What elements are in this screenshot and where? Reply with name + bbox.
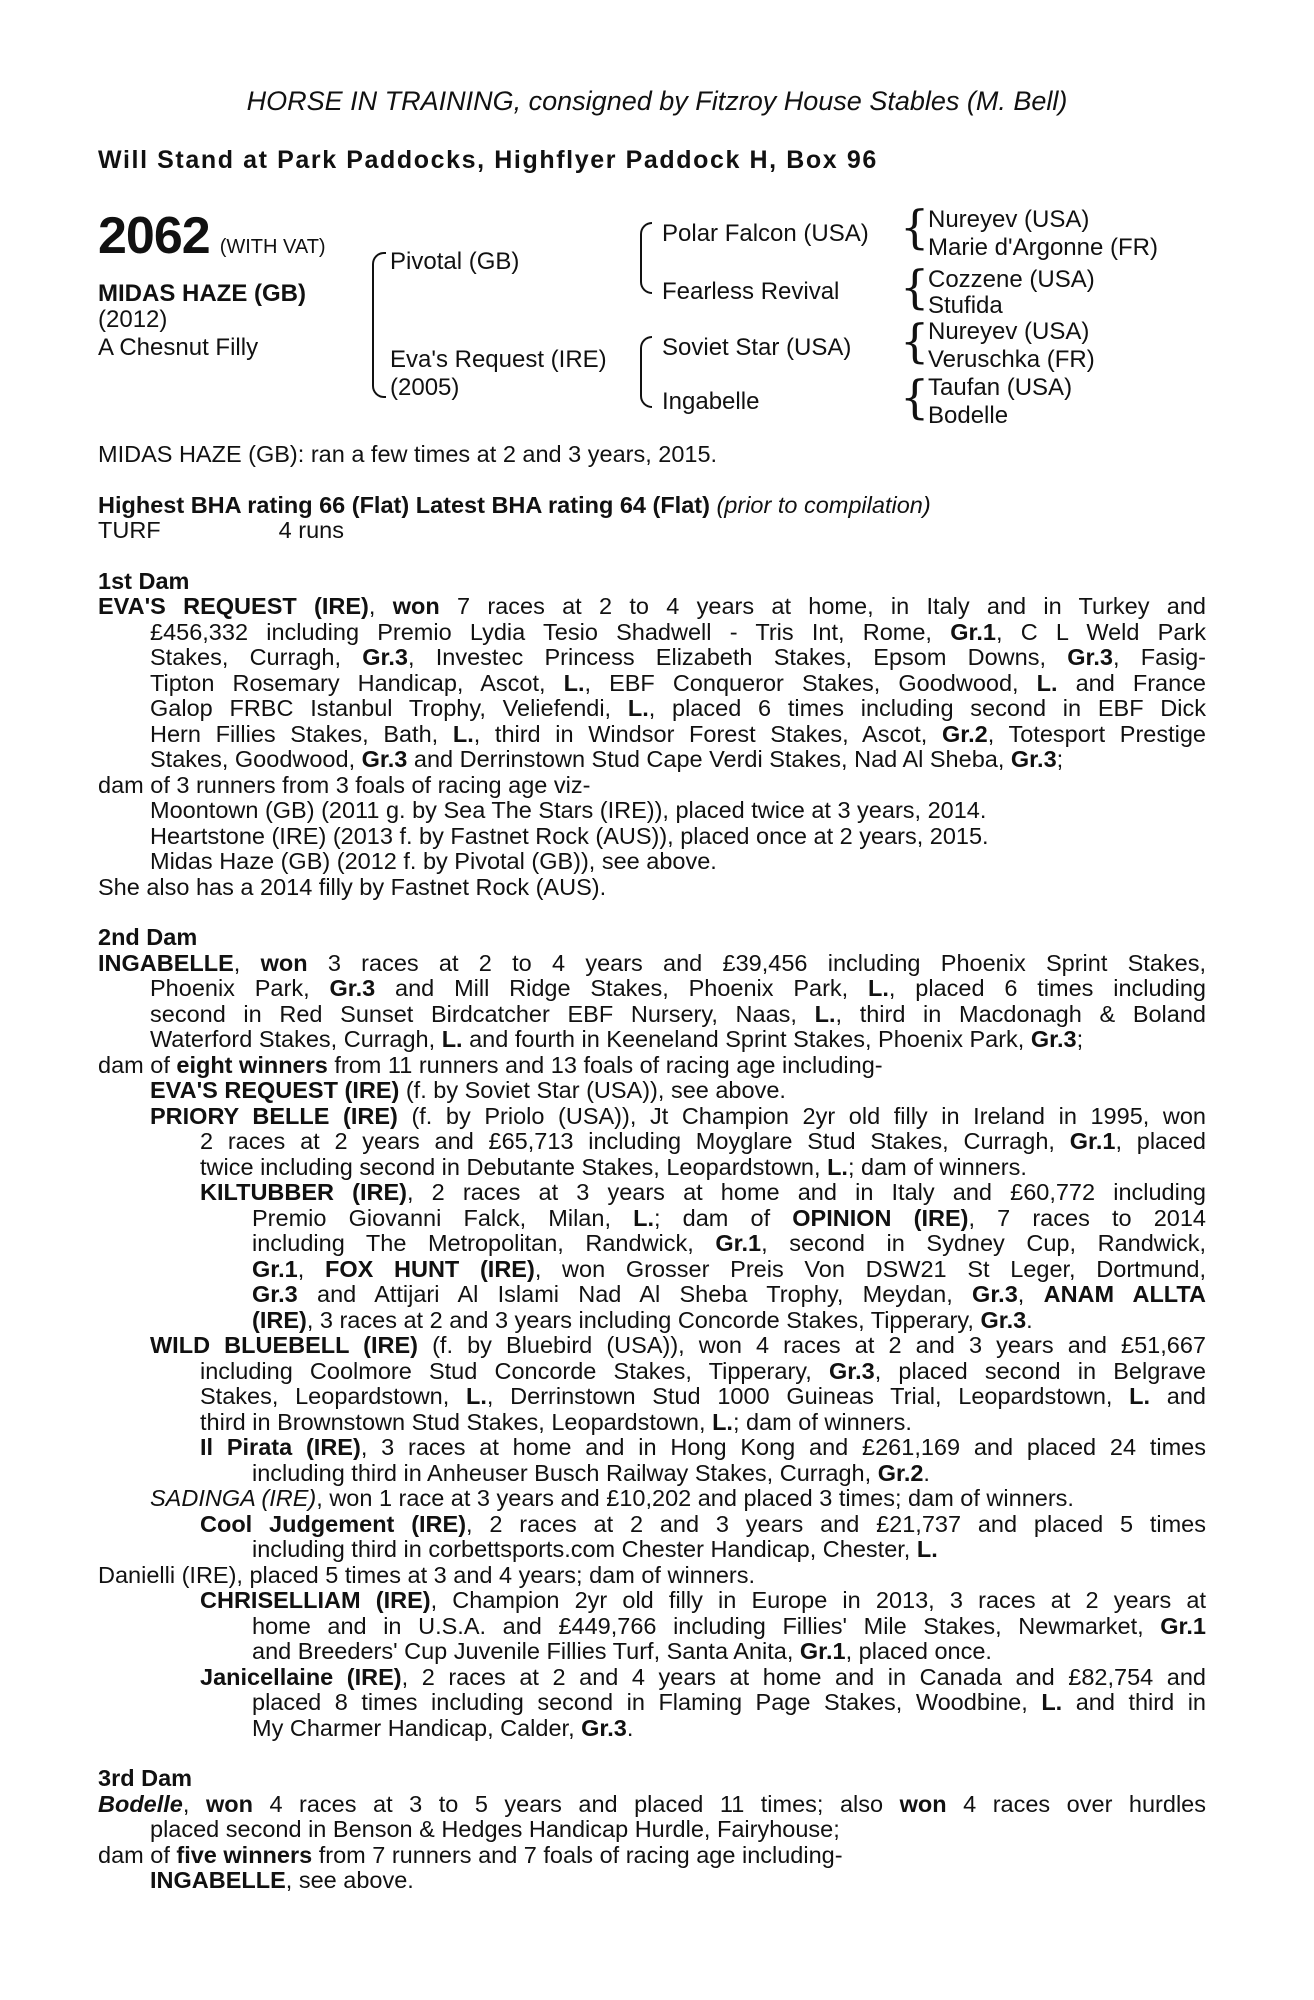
dam-line: Hern Fillies Stakes, Bath, L., third in Windsor Forest Stakes, Ascot, Gr.2, Totesport Prestige [150, 720, 1206, 747]
dam-line: dam of eight winners from 11 runners and 13 foals of racing age including- [98, 1051, 883, 1078]
pedigree-dam-sire: Soviet Star (USA) [662, 334, 852, 361]
produce-line: Il Pirata (IRE), 3 races at home and in Hong Kong and £261,169 and placed 24 times [200, 1434, 1206, 1460]
sire-parents-bracket [640, 222, 652, 294]
dam-line: Waterford Stakes, Curragh, L. and fourth in Keeneland Sprint Stakes, Phoenix Park, Gr.3; [150, 1026, 1084, 1052]
brace: { [900, 260, 930, 314]
pedigree-dam-dam: Ingabelle [662, 388, 760, 415]
third-dam-heading: 3rd Dam [98, 1765, 193, 1791]
produce-line: Midas Haze (GB) (2012 f. by Pivotal (GB)), see above. [150, 848, 717, 874]
produce-line: home and in U.S.A. and £449,766 including Fillies' Mile Stakes, Newmarket, Gr.1 [252, 1612, 1206, 1639]
dam-line: Galop FRBC Istanbul Trophy, Veliefendi, L., placed 6 times including second in EBF Dick [150, 695, 1206, 721]
horse-description: A Chesnut Filly [98, 334, 259, 361]
produce-line: Janicellaine (IRE), 2 races at 2 and 4 years at home and in Canada and £82,754 and [200, 1663, 1206, 1690]
surface: TURF [98, 517, 161, 543]
produce-line: 2 races at 2 years and £65,713 including Moyglare Stud Stakes, Curragh, Gr.1, placed [200, 1128, 1206, 1154]
dam-line: Bodelle, won 4 races at 3 to 5 years and placed 11 times; also won 4 races over hurdles [98, 1790, 1206, 1817]
pedigree-ggp: Bodelle [928, 402, 1009, 429]
pedigree-ggp: Taufan (USA) [928, 374, 1073, 401]
pedigree-ggp: Marie d'Argonne (FR) [928, 234, 1158, 261]
dam-line: Stakes, Curragh, Gr.3, Investec Princess Elizabeth Stakes, Epsom Downs, Gr.3, Fasig- [150, 644, 1207, 670]
produce-line: Premio Giovanni Falck, Milan, L.; dam of OPINION (IRE), 7 races to 2014 [252, 1204, 1206, 1231]
pedigree-ggp: Stufida [928, 292, 1003, 319]
pedigree-ggp: Veruschka (FR) [928, 346, 1095, 373]
pedigree-sire: Pivotal (GB) [390, 248, 520, 275]
pedigree-ggp: Nureyev (USA) [928, 206, 1090, 233]
dam-line: Tipton Rosemary Handicap, Ascot, L., EBF Conqueror Stakes, Goodwood, L. and France [150, 669, 1206, 696]
produce-line: KILTUBBER (IRE), 2 races at 3 years at home and in Italy and £60,772 including [200, 1179, 1206, 1205]
produce-line: Moontown (GB) (2011 g. by Sea The Stars (IRE)), placed twice at 3 years, 2014. [150, 797, 987, 823]
produce-line: Gr.3 and Attijari Al Islami Nad Al Sheba Trophy, Meydan, Gr.3, ANAM ALLTA [252, 1281, 1206, 1307]
pedigree-ggp: Cozzene (USA) [928, 266, 1095, 293]
produce-line: CHRISELLIAM (IRE), Champion 2yr old filly in Europe in 2013, 3 races at 2 years at [200, 1587, 1206, 1613]
produce-line: placed 8 times including second in Flaming Page Stakes, Woodbine, L. and third in [252, 1689, 1206, 1715]
pedigree-dam-year: (2005) [390, 374, 460, 401]
produce-line: (IRE), 3 races at 2 and 3 years including Concorde Stakes, Tipperary, Gr.3. [252, 1306, 1033, 1333]
dam-line: INGABELLE, won 3 races at 2 to 4 years and £39,456 including Phoenix Sprint Stakes, [98, 949, 1206, 976]
pedigree-sire-dam: Fearless Revival [662, 278, 840, 305]
produce-line: WILD BLUEBELL (IRE) (f. by Bluebird (USA)), won 4 races at 2 and 3 years and £51,667 [150, 1332, 1206, 1358]
ratings-line [98, 493, 1206, 519]
lot-number-value: 2062 [98, 207, 210, 265]
dam-line: Phoenix Park, Gr.3 and Mill Ridge Stakes, Phoenix Park, L., placed 6 times including [150, 975, 1206, 1001]
dam-line: EVA'S REQUEST (IRE), won 7 races at 2 to 4 years at home, in Italy and in Turkey and [98, 593, 1206, 619]
catalogue-body [98, 442, 1206, 1894]
dam-line: second in Red Sunset Birdcatcher EBF Nursery, Naas, L., third in Macdonagh & Boland [150, 1000, 1206, 1027]
produce-line: SADINGA (IRE), won 1 race at 3 years and £10,202 and placed 3 times; dam of winners. [150, 1485, 1074, 1511]
produce-line: Stakes, Leopardstown, L., Derrinstown Stud 1000 Guineas Trial, Leopardstown, L. and [200, 1383, 1206, 1409]
pedigree-ggp: Nureyev (USA) [928, 318, 1090, 345]
brace: { [900, 370, 930, 424]
produce-line: Cool Judgement (IRE), 2 races at 2 and 3 years and £21,737 and placed 5 times [200, 1510, 1206, 1537]
produce-line: INGABELLE, see above. [150, 1867, 414, 1893]
dam-line: Stakes, Goodwood, Gr.3 and Derrinstown Stud Cape Verdi Stakes, Nad Al Sheba, Gr.3; [150, 746, 1064, 772]
dam-parents-bracket [640, 336, 652, 408]
stable-location: Will Stand at Park Paddocks, Highflyer Paddock H, Box 96 [98, 146, 878, 174]
lot-number [98, 206, 326, 266]
first-dam-heading: 1st Dam [98, 567, 190, 594]
second-dam-heading: 2nd Dam [98, 924, 198, 950]
pedigree-sire-sire: Polar Falcon (USA) [662, 220, 869, 247]
dam-line: dam of five winners from 7 runners and 7 foals of racing age including- [98, 1841, 843, 1868]
produce-line: including third in corbettsports.com Chester Handicap, Chester, L. [252, 1536, 938, 1562]
produce-line: including The Metropolitan, Randwick, Gr.1, second in Sydney Cup, Randwick, [252, 1230, 1206, 1256]
brace: { [900, 200, 930, 254]
produce-line: including Coolmore Stud Concorde Stakes, Tipperary, Gr.3, placed second in Belgrave [200, 1357, 1206, 1384]
produce-line: My Charmer Handicap, Calder, Gr.3. [252, 1714, 634, 1741]
pedigree-dam: Eva's Request (IRE) [390, 346, 607, 373]
dam-line: £456,332 including Premio Lydia Tesio Shadwell - Tris Int, Rome, Gr.1, C L Weld Park [150, 618, 1206, 645]
turf-record [98, 518, 1206, 544]
brace: { [900, 314, 930, 368]
dam-line: dam of 3 runners from 3 foals of racing age viz- [98, 771, 591, 798]
dam-line: placed second in Benson & Hedges Handicap Hurdle, Fairyhouse; [150, 1816, 840, 1842]
produce-line: Gr.1, FOX HUNT (IRE), won Grosser Preis Von DSW21 St Leger, Dortmund, [252, 1255, 1206, 1282]
produce-line: including third in Anheuser Busch Railway Stakes, Curragh, Gr.2. [252, 1459, 930, 1486]
produce-line: EVA'S REQUEST (IRE) (f. by Soviet Star (USA)), see above. [150, 1077, 786, 1103]
vat-note: (WITH VAT) [219, 236, 326, 258]
produce-line: Danielli (IRE), placed 5 times at 3 and 4 years; dam of winners. [98, 1561, 755, 1588]
produce-line: She also has a 2014 filly by Fastnet Rock (AUS). [98, 873, 607, 900]
produce-line: Heartstone (IRE) (2013 f. by Fastnet Rock (AUS)), placed once at 2 years, 2015. [150, 822, 989, 849]
race-record: MIDAS HAZE (GB): ran a few times at 2 and 3 years, 2015. [98, 441, 718, 467]
produce-line: third in Brownstown Stud Stakes, Leopardstown, L.; dam of winners. [200, 1408, 912, 1435]
produce-line: PRIORY BELLE (IRE) (f. by Priolo (USA)), Jt Champion 2yr old filly in Ireland in 1995, won [150, 1102, 1207, 1129]
produce-line: twice including second in Debutante Stakes, Leopardstown, L.; dam of winners. [200, 1153, 1027, 1180]
ratings-text: Highest BHA rating 66 (Flat) Latest BHA rating 64 (Flat) [98, 491, 710, 518]
runs: 4 runs [278, 517, 344, 543]
horse-year: (2012) [98, 306, 168, 333]
ratings-note: (prior to compilation) [716, 491, 931, 518]
horse-name: MIDAS HAZE (GB) [98, 280, 306, 307]
sire-dam-bracket [372, 252, 386, 398]
page-title: HORSE IN TRAINING, consigned by Fitzroy House Stables (M. Bell) [246, 86, 1068, 116]
produce-line: and Breeders' Cup Juvenile Fillies Turf, Santa Anita, Gr.1, placed once. [252, 1638, 992, 1664]
